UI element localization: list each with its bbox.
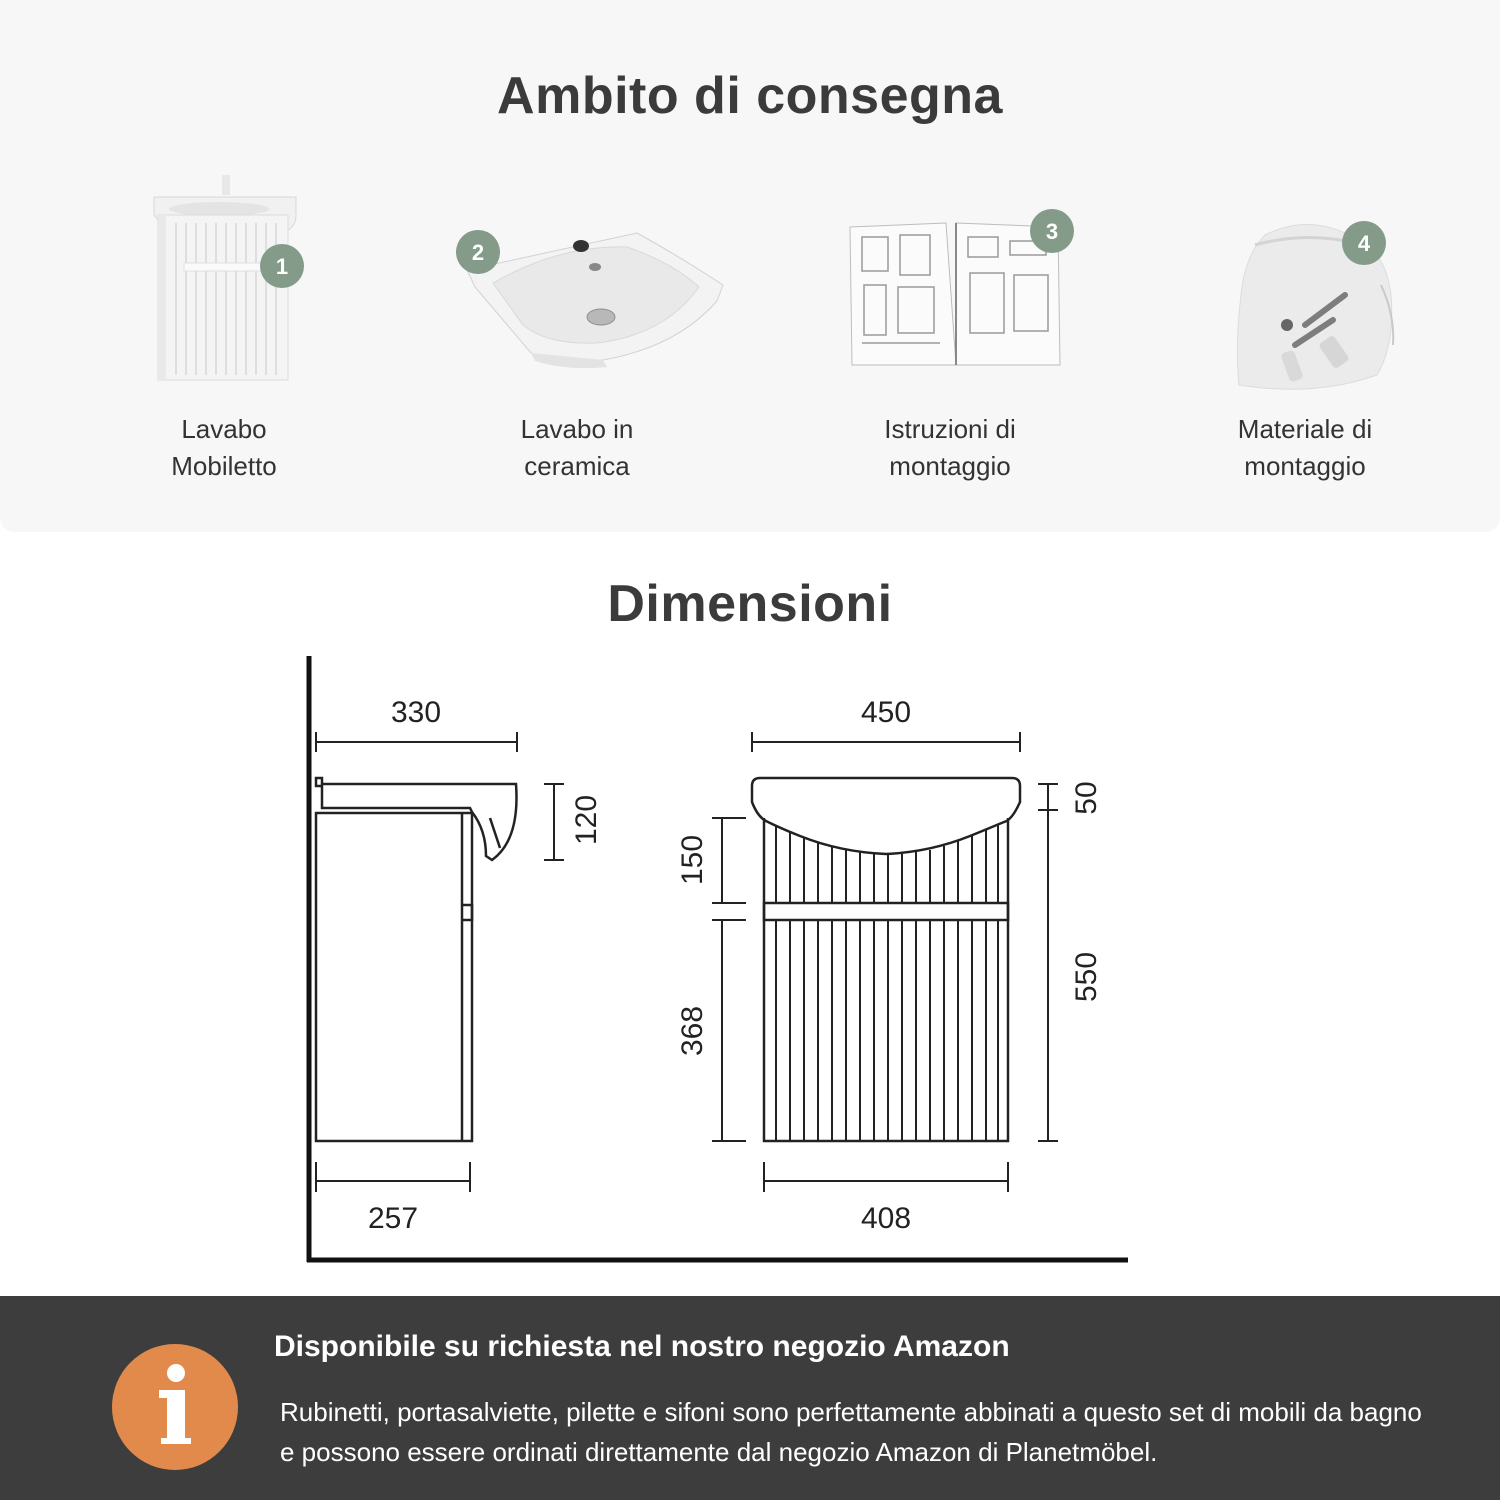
basin-image: [427, 175, 727, 405]
side-basin-height-label: 120: [570, 794, 603, 846]
delivery-scope-section: [0, 0, 1500, 532]
front-upper-dimension: [712, 818, 746, 903]
svg-text:2: 2: [471, 240, 485, 265]
badge-4-icon: [1341, 220, 1387, 266]
side-top-dimension: [316, 732, 517, 752]
cabinet-image: [74, 175, 374, 405]
info-text: Rubinetti, portasalviette, pilette e sifoni sono perfettamente abbinati a questo set di mobili da bagno e possono essere ordinati direttamente dal negozio Amazon di Planetmöbel.: [280, 1397, 1422, 1467]
front-top-dimension: [752, 732, 1020, 752]
scope-item-cabinet: [74, 175, 374, 495]
front-basin-height-label: 50: [1070, 781, 1103, 815]
front-lower-height-label: 368: [676, 1005, 709, 1057]
badge-3-icon: [1029, 208, 1075, 254]
badge-2-icon: [455, 229, 501, 275]
front-upper-height-label: 150: [676, 834, 709, 886]
front-total-dimension: [1038, 810, 1058, 1141]
front-bottom-width-label: 408: [860, 1202, 912, 1235]
scope-item-basin: [427, 175, 727, 495]
info-icon: [112, 1344, 238, 1470]
side-basin-dimension: [544, 784, 564, 860]
dimensions-title: Dimensioni: [607, 575, 893, 633]
info-banner: [0, 1296, 1500, 1500]
front-view: [752, 778, 1020, 1141]
scope-item-label: Istruzioni di montaggio: [884, 414, 1016, 481]
svg-text:1: 1: [275, 254, 289, 279]
scope-item-label: Lavabo Mobiletto: [171, 414, 277, 481]
front-total-height-label: 550: [1070, 951, 1103, 1003]
front-basin-dimension: [1038, 784, 1058, 810]
scope-item-manual: [800, 175, 1100, 495]
side-view: [316, 778, 517, 1141]
scope-item-label: Lavabo in ceramica: [520, 414, 634, 481]
svg-text:3: 3: [1045, 219, 1059, 244]
side-bottom-dimension: [316, 1162, 470, 1192]
delivery-scope-title: Ambito di consegna: [497, 67, 1003, 125]
scope-item-label: Materiale di montaggio: [1237, 414, 1373, 481]
scope-item-hardware: [1155, 175, 1455, 495]
front-lower-dimension: [712, 920, 746, 1141]
info-title: Disponibile su richiesta nel nostro negozio Amazon: [274, 1330, 1010, 1363]
front-top-width-label: 450: [860, 696, 912, 729]
badge-1-icon: [259, 243, 305, 289]
dimensions-drawing: [0, 640, 1500, 1280]
svg-text:4: 4: [1357, 231, 1371, 256]
side-top-width-label: 330: [390, 696, 442, 729]
hardware-bag-image: [1155, 175, 1455, 405]
side-bottom-width-label: 257: [367, 1202, 419, 1235]
front-slats: [776, 824, 998, 1141]
front-bottom-dimension: [764, 1162, 1008, 1192]
